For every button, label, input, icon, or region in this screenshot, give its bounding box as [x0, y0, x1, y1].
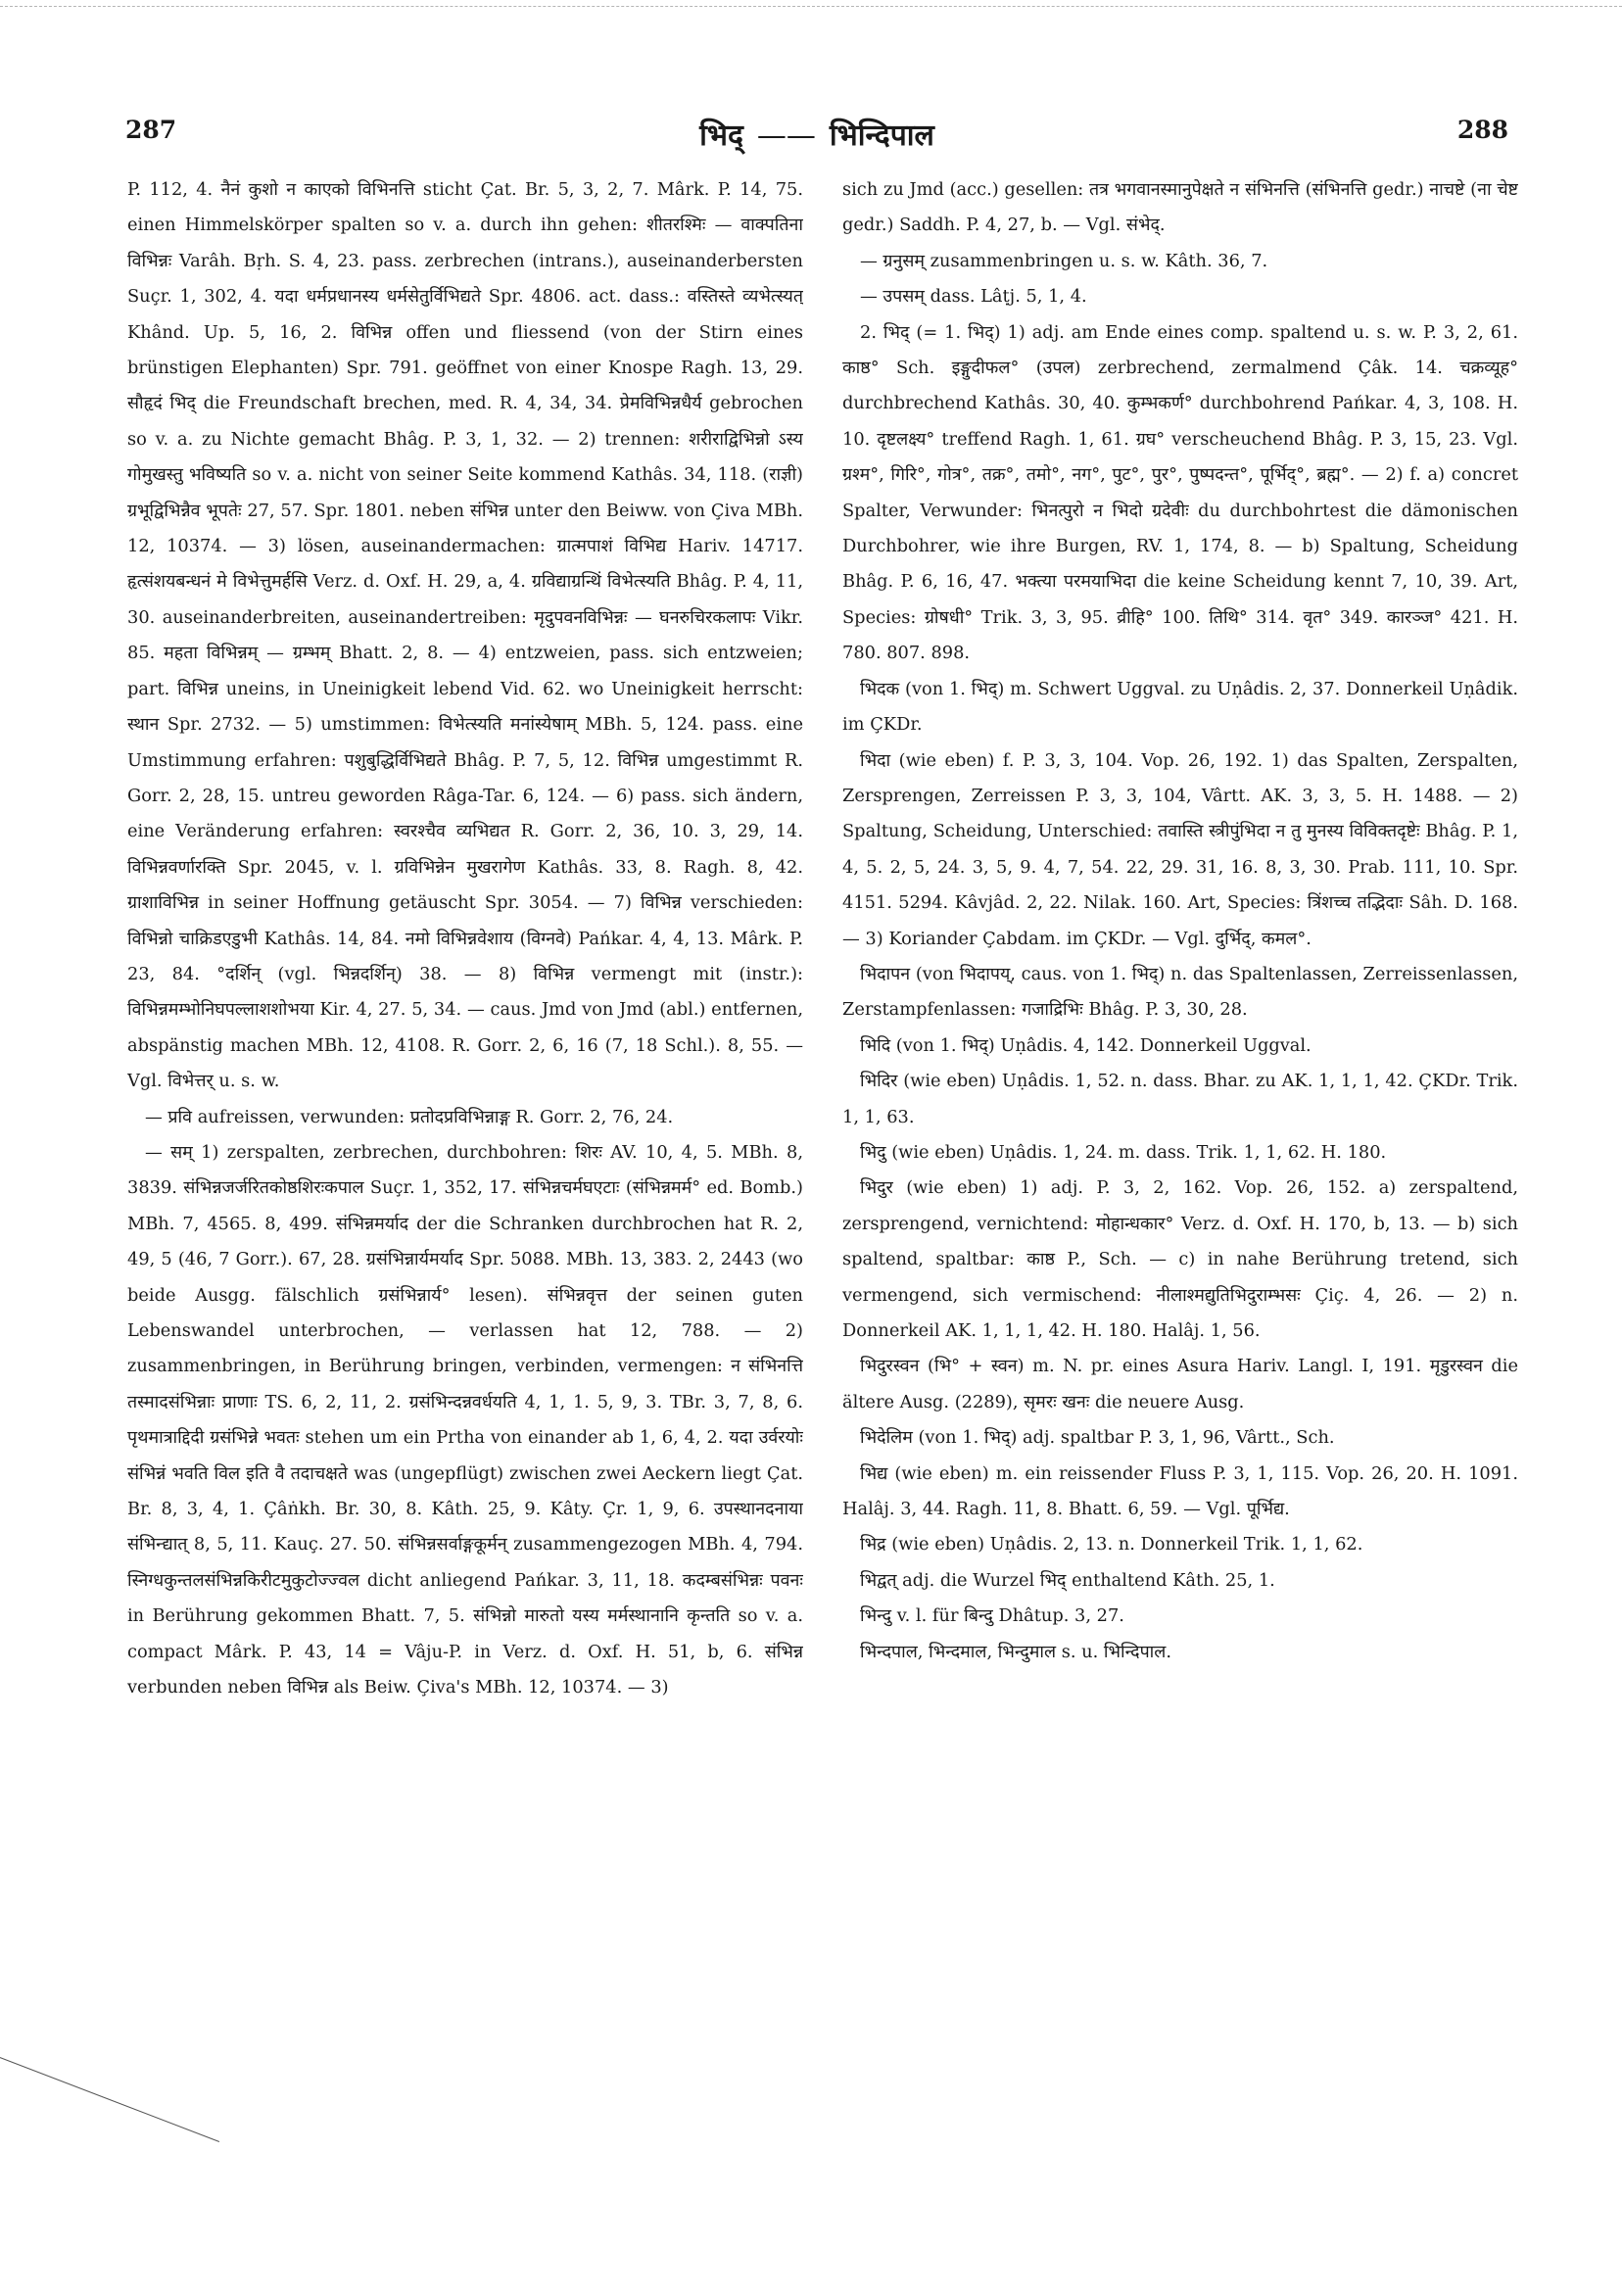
- headword-from: भिद्: [699, 119, 743, 153]
- page-header: [125, 116, 1508, 163]
- entry-text: भिद्वत् adj. die Wurzel भिद् enthaltend Kâth. 25, 1.: [860, 1569, 1275, 1591]
- title-dash: ——: [756, 119, 816, 153]
- entry-text: — सम् 1) zerspalten, zerbrechen, durchbohren: शिरः AV. 10, 4, 5. MBh. 8, 3839. संभिन्नजर्जरितकोष्ठशिरःकपाल Suçr. 1, 352, 17. संभिन्नचर्मघएटाः (संभिन्नमर्म° ed. Bomb.) MBh. 7, 4565. 8, 499. संभिन्नमर्याद der die Schranken durchbrochen hat R. 2, 49, 5 (46, 7 Gorr.). 67, 28. ग्रसंभिन्नार्यमर्याद Spr. 5088. MBh. 13, 383. 2, 2443 (wo beide Ausgg. fälschlich ग्रसंभिन्नार्य° lesen). संभिन्नवृत्त der seinen guten Lebenswandel unterbrochen, — verlassen hat 12, 788. — 2) zusammenbringen, in Berührung bringen, verbinden, vermengen: न संभिनत्ति तस्मादसंभिन्नाः प्राणाः TS. 6, 2, 11, 2. ग्रसंभिन्दन्नवर्धयति 4, 1, 1. 5, 9, 3. TBr. 3, 7, 8, 6. पृथमात्राद्दिदी ग्रसंभिन्ने भवतः stehen um ein Prtha von einander ab 1, 6, 4, 2. यदा उर्वरयोः संभिन्नं भवति विल इति वै तदाचक्षते was (ungepflügt) zwischen zwei Aeckern liegt Çat. Br. 8, 3, 4, 1. Çâṅkh. Br. 30, 8. Kâth. 25, 9. Kâty. Çr. 1, 9, 6. उपस्थानदनाया संभिन्द्यात् 8, 5, 11. Kauç. 27. 50. संभिन्नसर्वाङ्गकूर्मन् zusammengezogen MBh. 4, 794. स्निग्धकुन्तलसंभिन्नकिरीटमुकुटोज्ज्वल dicht anliegend Pańkar. 3, 11, 18. कदम्बसंभिन्नः पवनः in Berührung gekommen Bhatt. 7, 5. संभिन्नो मारुतो यस्य मर्मस्थानानि कृन्तति so v. a. compact Mârk. P. 43, 14 = Vâju-P. in Verz. d. Oxf. H. 51, b, 6. संभिन्न verbunden neben विभिन्न als Beiw. Çiva's MBh. 12, 10374. — 3): [127, 1141, 803, 1698]
- entry-text: sich zu Jmd (acc.) gesellen: तत्र भगवानस्मानुपेक्षते न संभिनत्ति (संभिनत्ति gedr.) नाचष्टे (ना चेष्ट gedr.) Saddh. P. 4, 27, b. — Vgl. संभेद्.: [842, 179, 1518, 236]
- headword-to: भिन्दिपाल: [829, 119, 934, 153]
- entry-text: — उपसम् dass. Lâṭj. 5, 1, 4.: [860, 286, 1087, 308]
- entry-text: भिदुर (wie eben) 1) adj. P. 3, 2, 162. Vop. 26, 152. a) zerspaltend, zersprengend, vernichtend: मोहान्धकार° Verz. d. Oxf. H. 170, b, 13. — b) sich spaltend, spaltbar: काष्ठ P., Sch. — c) in nahe Berührung tretend, sich vermengend, sich vermischend: नीलाश्मद्युतिभिदुराम्भसः Çiç. 4, 26. — 2) n. Donnerkeil AK. 1, 1, 1, 42. H. 180. Halâj. 1, 56.: [842, 1177, 1518, 1341]
- entry-text: P. 112, 4. नैनं कुशो न काएको विभिनत्ति sticht Çat. Br. 5, 3, 2, 7. Mârk. P. 14, 75. einen Himmelskörper spalten so v. a. durch ihn gehen: शीतरश्मिः — वाक्पतिना विभिन्नः Varâh. Bṛh. S. 4, 23. pass. zerbrechen (intrans.), auseinanderbersten Suçr. 1, 302, 4. यदा धर्मप्रधानस्य धर्मसेतुर्विभिद्यते Spr. 4806. act. dass.: वस्तिस्ते व्यभेत्स्यत् Khând. Up. 5, 16, 2. विभिन्न offen und fliessend (von der Stirn eines brünstigen Elephanten) Spr. 791. geöffnet von einer Knospe Ragh. 13, 29. सौहृदं भिद् die Freundschaft brechen, med. R. 4, 34, 34. प्रेमविभिन्नधैर्य gebrochen so v. a. zu Nichte gemacht Bhâg. P. 3, 1, 32. — 2) trennen: शरीराद्विभिन्नो ऽस्य गोमुखस्तु भविष्यति so v. a. nicht von seiner Seite kommend Kathâs. 34, 118. (राज्ञी) ग्रभूद्विभिन्नैव भूपतेः 27, 57. Spr. 1801. neben संभिन्न unter den Beiww. von Çiva MBh. 12, 10374. — 3) lösen, auseinandermachen: ग्रात्मपाशं विभिद्य Hariv. 14717. हृत्संशयबन्धनं मे विभेत्तुमर्हसि Verz. d. Oxf. H. 29, a, 4. ग्रविद्याग्रन्थिं विभेत्स्यति Bhâg. P. 4, 11, 30. auseinanderbreiten, auseinandertreiben: मृदुपवनविभिन्नः — घनरुचिरकलापः Vikr. 85. महता विभिन्नम् — ग्रम्भम् Bhatt. 2, 8. — 4) entzweien, pass. sich entzweien; part. विभिन्न uneins, in Uneinigkeit lebend Vid. 62. wo Uneinigkeit herrscht: स्थान Spr. 2732. — 5) umstimmen: विभेत्स्यति मनांस्येषाम् MBh. 5, 124. pass. eine Umstimmung erfahren: पशुबुद्धिर्विभिद्यते Bhâg. P. 7, 5, 12. विभिन्न umgestimmt R. Gorr. 2, 28, 15. untreu geworden Râga-Tar. 6, 124. — 6) pass. sich ändern, eine Veränderung erfahren: स्वरश्चैव व्यभिद्यत R. Gorr. 2, 36, 10. 3, 29, 14. विभिन्नवर्णारक्ति Spr. 2045, v. l. ग्रविभिन्नेन मुखरागेण Kathâs. 33, 8. Ragh. 8, 42. ग्राशाविभिन्न in seiner Hoffnung getäuscht Spr. 3054. — 7) विभिन्न verschieden: विभिन्नो चाक्रिडएडुभी Kathâs. 14, 84. नमो विभिन्नवेशाय (विग्नवे) Pańkar. 4, 4, 13. Mârk. P. 23, 84. °दर्शिन् (vgl. भिन्नदर्शिन्) 38. — 8) विभिन्न vermengt mit (instr.): विभिन्नमम्भोनिघपल्लाशशोभया Kir. 4, 27. 5, 34. — caus. Jmd von Jmd (abl.) entfernen, abspänstig machen MBh. 12, 4108. R. Gorr. 2, 6, 16 (7, 18 Schl.). 8, 55. — Vgl. विभेत्तर् u. s. w.: [127, 179, 803, 1092]
- entry-text: भिदापन (von भिदापय्, caus. von 1. भिद्) n. das Spaltenlassen, Zerreissenlassen, Zerstampfenlassen: गजाद्रिभिः Bhâg. P. 3, 30, 28.: [842, 963, 1518, 1021]
- entry-text: भिदक (von 1. भिद्) m. Schwert Uggval. zu Uṇâdis. 2, 37. Donnerkeil Uṇâdik. im ÇKDr.: [842, 678, 1518, 736]
- page-number-left: 287: [125, 116, 177, 144]
- left-column: [127, 172, 803, 2112]
- entry-text: भिद्य (wie eben) m. ein reissender Fluss P. 3, 1, 115. Vop. 26, 20. H. 1091. Halâj. 3, 44. Ragh. 11, 8. Bhatt. 6, 59. — Vgl. पूर्भिद्य.: [842, 1462, 1518, 1520]
- entry-text: — प्रवि aufreissen, verwunden: प्रतोदप्रविभिन्नाङ्ग R. Gorr. 2, 76, 24.: [145, 1106, 674, 1127]
- running-title: [125, 114, 1508, 154]
- right-column: [842, 172, 1518, 2112]
- top-rule: [0, 6, 1622, 7]
- entry-text: भिन्दपाल, भिन्दमाल, भिन्दुमाल s. u. भिन्दिपाल.: [860, 1641, 1171, 1662]
- page-number-right: 288: [1456, 116, 1508, 144]
- entry-text: भिदिर (wie eben) Uṇâdis. 1, 52. n. dass. Bhar. zu AK. 1, 1, 1, 42. ÇKDr. Trik. 1, 1, 63.: [842, 1071, 1518, 1127]
- entry-text: भिन्दु v. l. für बिन्दु Dhâtup. 3, 27.: [860, 1605, 1124, 1627]
- entry-text: भिदि (von 1. भिद्) Uṇâdis. 4, 142. Donnerkeil Uggval.: [860, 1034, 1312, 1056]
- entry-text: भिदेलिम (von 1. भिद्) adj. spaltbar P. 3, 1, 96, Vârtt., Sch.: [860, 1427, 1335, 1449]
- entry-text: भिदा (wie eben) f. P. 3, 3, 104. Vop. 26, 192. 1) das Spalten, Zerspalten, Zersprengen, Zerreissen P. 3, 3, 104, Vârtt. AK. 3, 3, 5. H. 1488. — 2) Spaltung, Scheidung, Unterschied: तवास्ति स्त्रीपुंभिदा न तु मुनस्य विविक्तदृष्टेः Bhâg. P. 1, 4, 5. 2, 5, 24. 3, 5, 9. 4, 7, 54. 22, 29. 31, 16. 8, 3, 30. Prab. 111, 10. Spr. 4151. 5294. Kâvjâd. 2, 22. Nilak. 160. Art, Species: त्रिंशच्च तद्भिदाः Sâh. D. 168. — 3) Koriander Çabdam. im ÇKDr. — Vgl. दुर्भिद्, कमल°.: [842, 749, 1518, 949]
- entry-text: भिदुरस्वन (भि° + स्वन) m. N. pr. eines Asura Hariv. Langl. I, 191. मृडुरस्वन die ältere Ausg. (2289), सृमरः खनः die neuere Ausg.: [842, 1356, 1518, 1412]
- entry-text: 2. भिद् (= 1. भिद्) 1) adj. am Ende eines comp. spaltend u. s. w. P. 3, 2, 61. काष्ठ° Sch. इङ्गुदीफल° (उपल) zerbrechend, zermalmend Çâk. 14. चक्रव्यूह° durchbrechend Kathâs. 30, 40. कुम्भकर्ण° durchbohrend Pańkar. 4, 3, 108. H. 10. दृष्टलक्ष्य° treffend Ragh. 1, 61. ग्रघ° verscheuchend Bhâg. P. 3, 15, 23. Vgl. ग्रश्म°, गिरि°, गोत्र°, तक्र°, तमो°, नग°, पुट°, पुर°, पुष्पदन्त°, पूर्भिद्°, ब्रह्म°. — 2) f. a) concret Spalter, Verwunder: भिनत्पुरो न भिदो ग्रदेवीः du durchbohrtest die dämonischen Durchbohrer, wie ihre Burgen, RV. 1, 174, 8. — b) Spaltung, Scheidung Bhâg. P. 6, 16, 47. भक्त्या परमयाभिदा die keine Scheidung kennt 7, 10, 39. Art, Species: ग्रोषधी° Trik. 3, 3, 95. व्रीहि° 100. तिथि° 314. वृत° 349. कारञ्ज° 421. H. 780. 807. 898.: [842, 321, 1518, 664]
- entry-text: भिदु (wie eben) Uṇâdis. 1, 24. m. dass. Trik. 1, 1, 62. H. 180.: [860, 1141, 1387, 1163]
- entry-text: भिद्र (wie eben) Uṇâdis. 2, 13. n. Donnerkeil Trik. 1, 1, 62.: [860, 1534, 1363, 1555]
- entry-text: — ग्रनुसम् zusammenbringen u. s. w. Kâth. 36, 7.: [860, 250, 1268, 271]
